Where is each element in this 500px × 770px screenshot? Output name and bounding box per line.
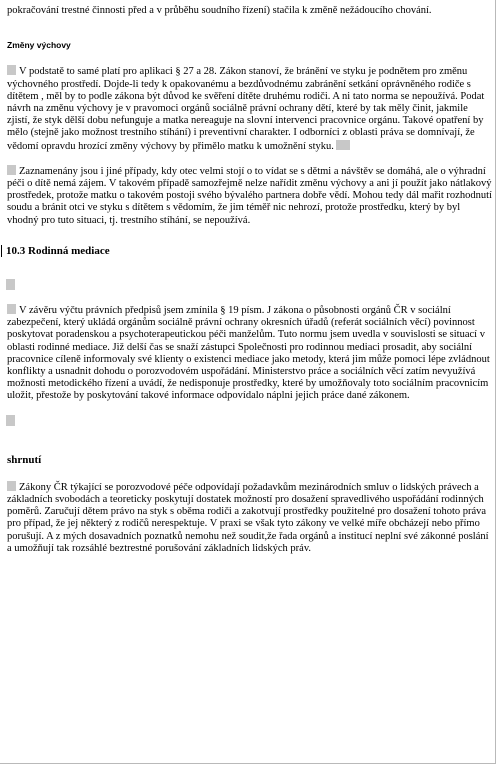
paragraph (7, 165, 492, 227)
formatting-marker (7, 165, 16, 175)
paragraph (7, 304, 492, 403)
heading-rodinna-mediace: 10.3 Rodinná mediace (1, 245, 492, 257)
paragraph-text: Zákony ČR týkající se porozvodové péče odpovídají požadavkům mezinárodních smluv o lidských právech a základních svobodách a teoreticky poskytují dostatek možností pro dosažení spravedlivého uspořádání rodinných poměrů. Zaručují dětem právo na styk s oběma rodiči a zakotvují prostředky použitelné pro dosažení tohoto práva pro případ, že jej některý z rodičů nerespektuje. V praxi se však tyto zákony ve velké míře obcházejí nebo přímo porušují. A z mých dosavadních poznatků nemohu než soudit,že řada orgánů a institucí neplní své zákonné poslání a umožňují tak rozsáhlé beztrestné porušování základních lidských práv. (7, 481, 489, 554)
section-heading-zmeny-vychovy: Změny výchovy (7, 40, 71, 51)
document-body (7, 5, 492, 567)
paragraph (7, 481, 492, 555)
formatting-marker (7, 65, 16, 75)
paragraph-text: V závěru výčtu právních předpisů jsem zmínila § 19 písm. J zákona o působnosti orgánů ČR v sociální zabezpečení, který ukládá orgánům sociálně právní ochrany okresních úřadů (referát sociálních věcí) povinnost poskytovat poradenskou a psychoterapeutickou péči manželům. Tuto normu jsem uvedla v souvislosti se situací v oblasti rodinné mediace. Již delší čas se snaží zástupci Společnosti pro rodinnou mediaci prosadit, aby sociální pracovnice cíleně informovaly své klienty o existenci mediace jako metody, která jim může pomoci lépe zvládnout konflikty a usnadnit dohodu o porozvodovém uspořádání. Ministerstvo práce a sociálních věcí zatím nevyužívá možnosti metodického řízení a uvádí, že nedisponuje prostředky, které by umožňovaly toto sociálním pracovnicím uložit, přestože by poskytování takové informace odpovídalo náplni jejich práce dané zákonem. (7, 305, 490, 402)
formatting-marker (7, 481, 16, 491)
heading-shrnuti: shrnutí (7, 453, 42, 466)
paragraph (7, 65, 492, 152)
formatting-marker (6, 415, 15, 426)
lead-line: pokračování trestné činnosti před a v průběhu soudního řízení) stačila k změně nežádoucího chování. (7, 5, 432, 16)
formatting-marker (336, 140, 350, 150)
formatting-marker (6, 279, 15, 290)
paragraph-text: Zaznamenány jsou i jiné případy, kdy otec velmi stojí o to vídat se s dětmi a návštěv se domáhá, ale o výhradní péči o dítě nemá zájem. V takovém případě samozřejmě nelze nařídit změnu výchovy a ani jí použít jako nátlakový prostředek, protože matku o takovém postoji svého bývalého partnera dobře vědí. Mohou tedy dál mařit rozhodnutí soudu a bránit otci ve styku s dítětem s vědomím, že jim téměř nic nehrozí, protože prostředku, který by byl vhodný pro tuto situaci, tj. trestního stíhání, se nepoužívá. (7, 165, 492, 226)
formatting-marker (7, 304, 16, 314)
paragraph-text: V podstatě to samé platí pro aplikaci § 27 a 28. Zákon stanoví, že bránění ve styku je podnětem pro změnu výchovného prostředí. Dojde-li tedy k opakovanému a bezdůvodnému zabránění setkání oprávněného rodiče s dítětem , měl by to podle zákona být důvod ke svěření dítěte druhému rodiči. A ni tato norma se nepoužívá. Podat návrh na změnu výchovy je v pravomoci orgánů sociálně právní ochrany dětí, které by tak měly činit, jakmile zjistí, že styk dělší dobu nefunguje a matka nereaguje na slovní intervenci pracovnice orgánu. Takové opatření by mělo (stejně jako možnost trestního stíhání) i preventivní charakter. I odborníci z oblasti práva se domnívají, že vědomí opravdu hrozící změny výchovy by přimělo matku k umožnění styku. (7, 66, 485, 152)
